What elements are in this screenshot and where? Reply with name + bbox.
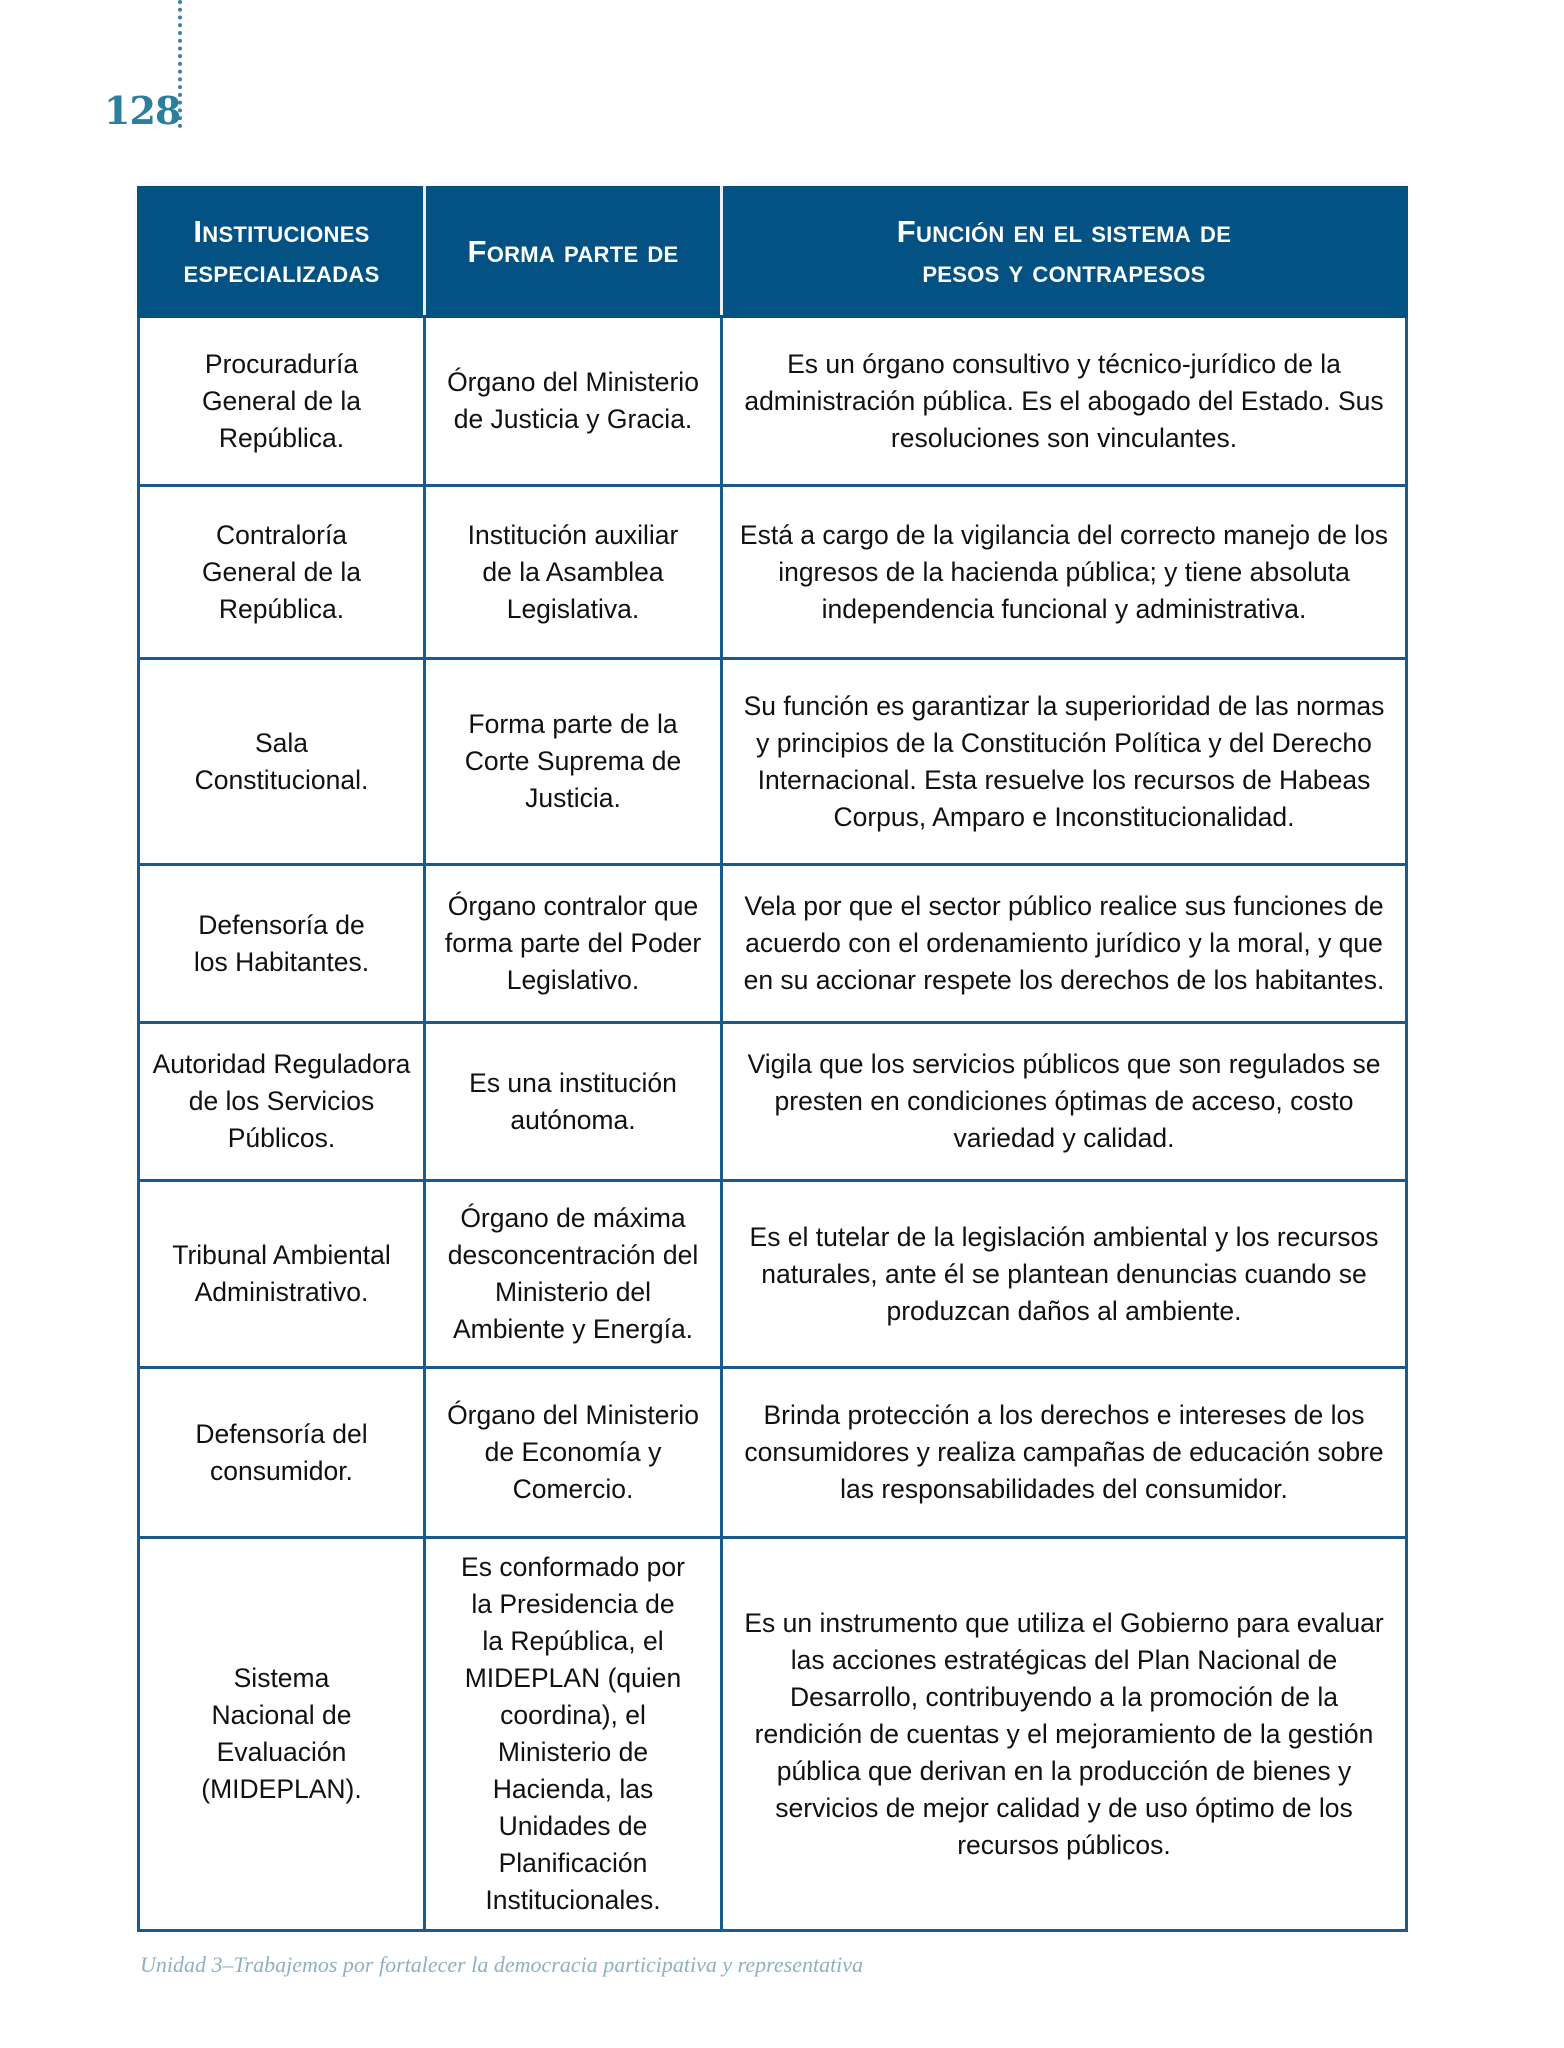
cell-institution: Procuraduría General de la República.	[139, 317, 425, 486]
institutions-table	[137, 186, 1408, 1932]
header-line: Función en el sistema de	[896, 214, 1232, 249]
cell-part-of: Es conformado por la Presidencia de la República, el MIDEPLAN (quien coordina), el Ministerio de Hacienda, las Unidades de Planificación Institucionales.	[425, 1538, 722, 1931]
cell-part-of: Forma parte de la Corte Suprema de Justicia.	[425, 659, 722, 865]
cell-function: Es un instrumento que utiliza el Gobierno para evaluar las acciones estratégicas del Plan Nacional de Desarrollo, contribuyendo a la promoción de la rendición de cuentas y el mejoramiento de la gestión pública que derivan en la producción de bienes y servicios de mejor calidad y de uso óptimo de los recursos públicos.	[722, 1538, 1407, 1931]
table-row	[139, 1368, 1407, 1538]
cell-institution: Defensoría de los Habitantes.	[139, 865, 425, 1023]
header-instituciones	[139, 188, 425, 317]
table-row	[139, 1181, 1407, 1368]
table-row	[139, 317, 1407, 486]
cell-institution: Sistema Nacional de Evaluación (MIDEPLAN).	[139, 1538, 425, 1931]
cell-part-of: Institución auxiliar de la Asamblea Legislativa.	[425, 486, 722, 659]
cell-function: Vigila que los servicios públicos que son regulados se presten en condiciones óptimas de acceso, costo variedad y calidad.	[722, 1023, 1407, 1181]
cell-part-of: Órgano contralor que forma parte del Poder Legislativo.	[425, 865, 722, 1023]
cell-function: Está a cargo de la vigilancia del correcto manejo de los ingresos de la hacienda pública; y tiene absoluta independencia funcional y administrativa.	[722, 486, 1407, 659]
table-header-row	[139, 188, 1407, 317]
cell-institution: Tribunal Ambiental Administrativo.	[139, 1181, 425, 1368]
cell-function: Su función es garantizar la superioridad de las normas y principios de la Constitución Política y del Derecho Internacional. Esta resuelve los recursos de Habeas Corpus, Amparo e Inconstitucionalidad.	[722, 659, 1407, 865]
header-funcion	[722, 188, 1407, 317]
cell-institution: Autoridad Reguladora de los Servicios Públicos.	[139, 1023, 425, 1181]
page-footer: Unidad 3–Trabajemos por fortalecer la democracia participativa y representativa	[140, 1952, 864, 1977]
cell-part-of: Órgano de máxima desconcentración del Ministerio del Ambiente y Energía.	[425, 1181, 722, 1368]
header-line: especializadas	[183, 254, 380, 289]
cell-part-of: Órgano del Ministerio de Economía y Comercio.	[425, 1368, 722, 1538]
table-row	[139, 1023, 1407, 1181]
cell-institution: Sala Constitucional.	[139, 659, 425, 865]
cell-institution: Defensoría del consumidor.	[139, 1368, 425, 1538]
header-line: pesos y contrapesos	[922, 254, 1206, 289]
cell-function: Vela por que el sector público realice sus funciones de acuerdo con el ordenamiento jurídico y la moral, y que en su accionar respete los derechos de los habitantes.	[722, 865, 1407, 1023]
table-row	[139, 865, 1407, 1023]
header-forma-parte	[425, 188, 722, 317]
cell-part-of: Órgano del Ministerio de Justicia y Gracia.	[425, 317, 722, 486]
cell-institution: Contraloría General de la República.	[139, 486, 425, 659]
cell-part-of: Es una institución autónoma.	[425, 1023, 722, 1181]
header-line: Instituciones	[193, 214, 370, 249]
cell-function: Es un órgano consultivo y técnico-jurídico de la administración pública. Es el abogado del Estado. Sus resoluciones son vinculantes.	[722, 317, 1407, 486]
page-number: 128	[104, 88, 181, 133]
table-row	[139, 1538, 1407, 1931]
header-line: Forma parte de	[467, 234, 679, 269]
cell-function: Brinda protección a los derechos e intereses de los consumidores y realiza campañas de educación sobre las responsabilidades del consumidor.	[722, 1368, 1407, 1538]
table-row	[139, 486, 1407, 659]
table-row	[139, 659, 1407, 865]
cell-function: Es el tutelar de la legislación ambiental y los recursos naturales, ante él se plantean denuncias cuando se produzcan daños al ambiente.	[722, 1181, 1407, 1368]
